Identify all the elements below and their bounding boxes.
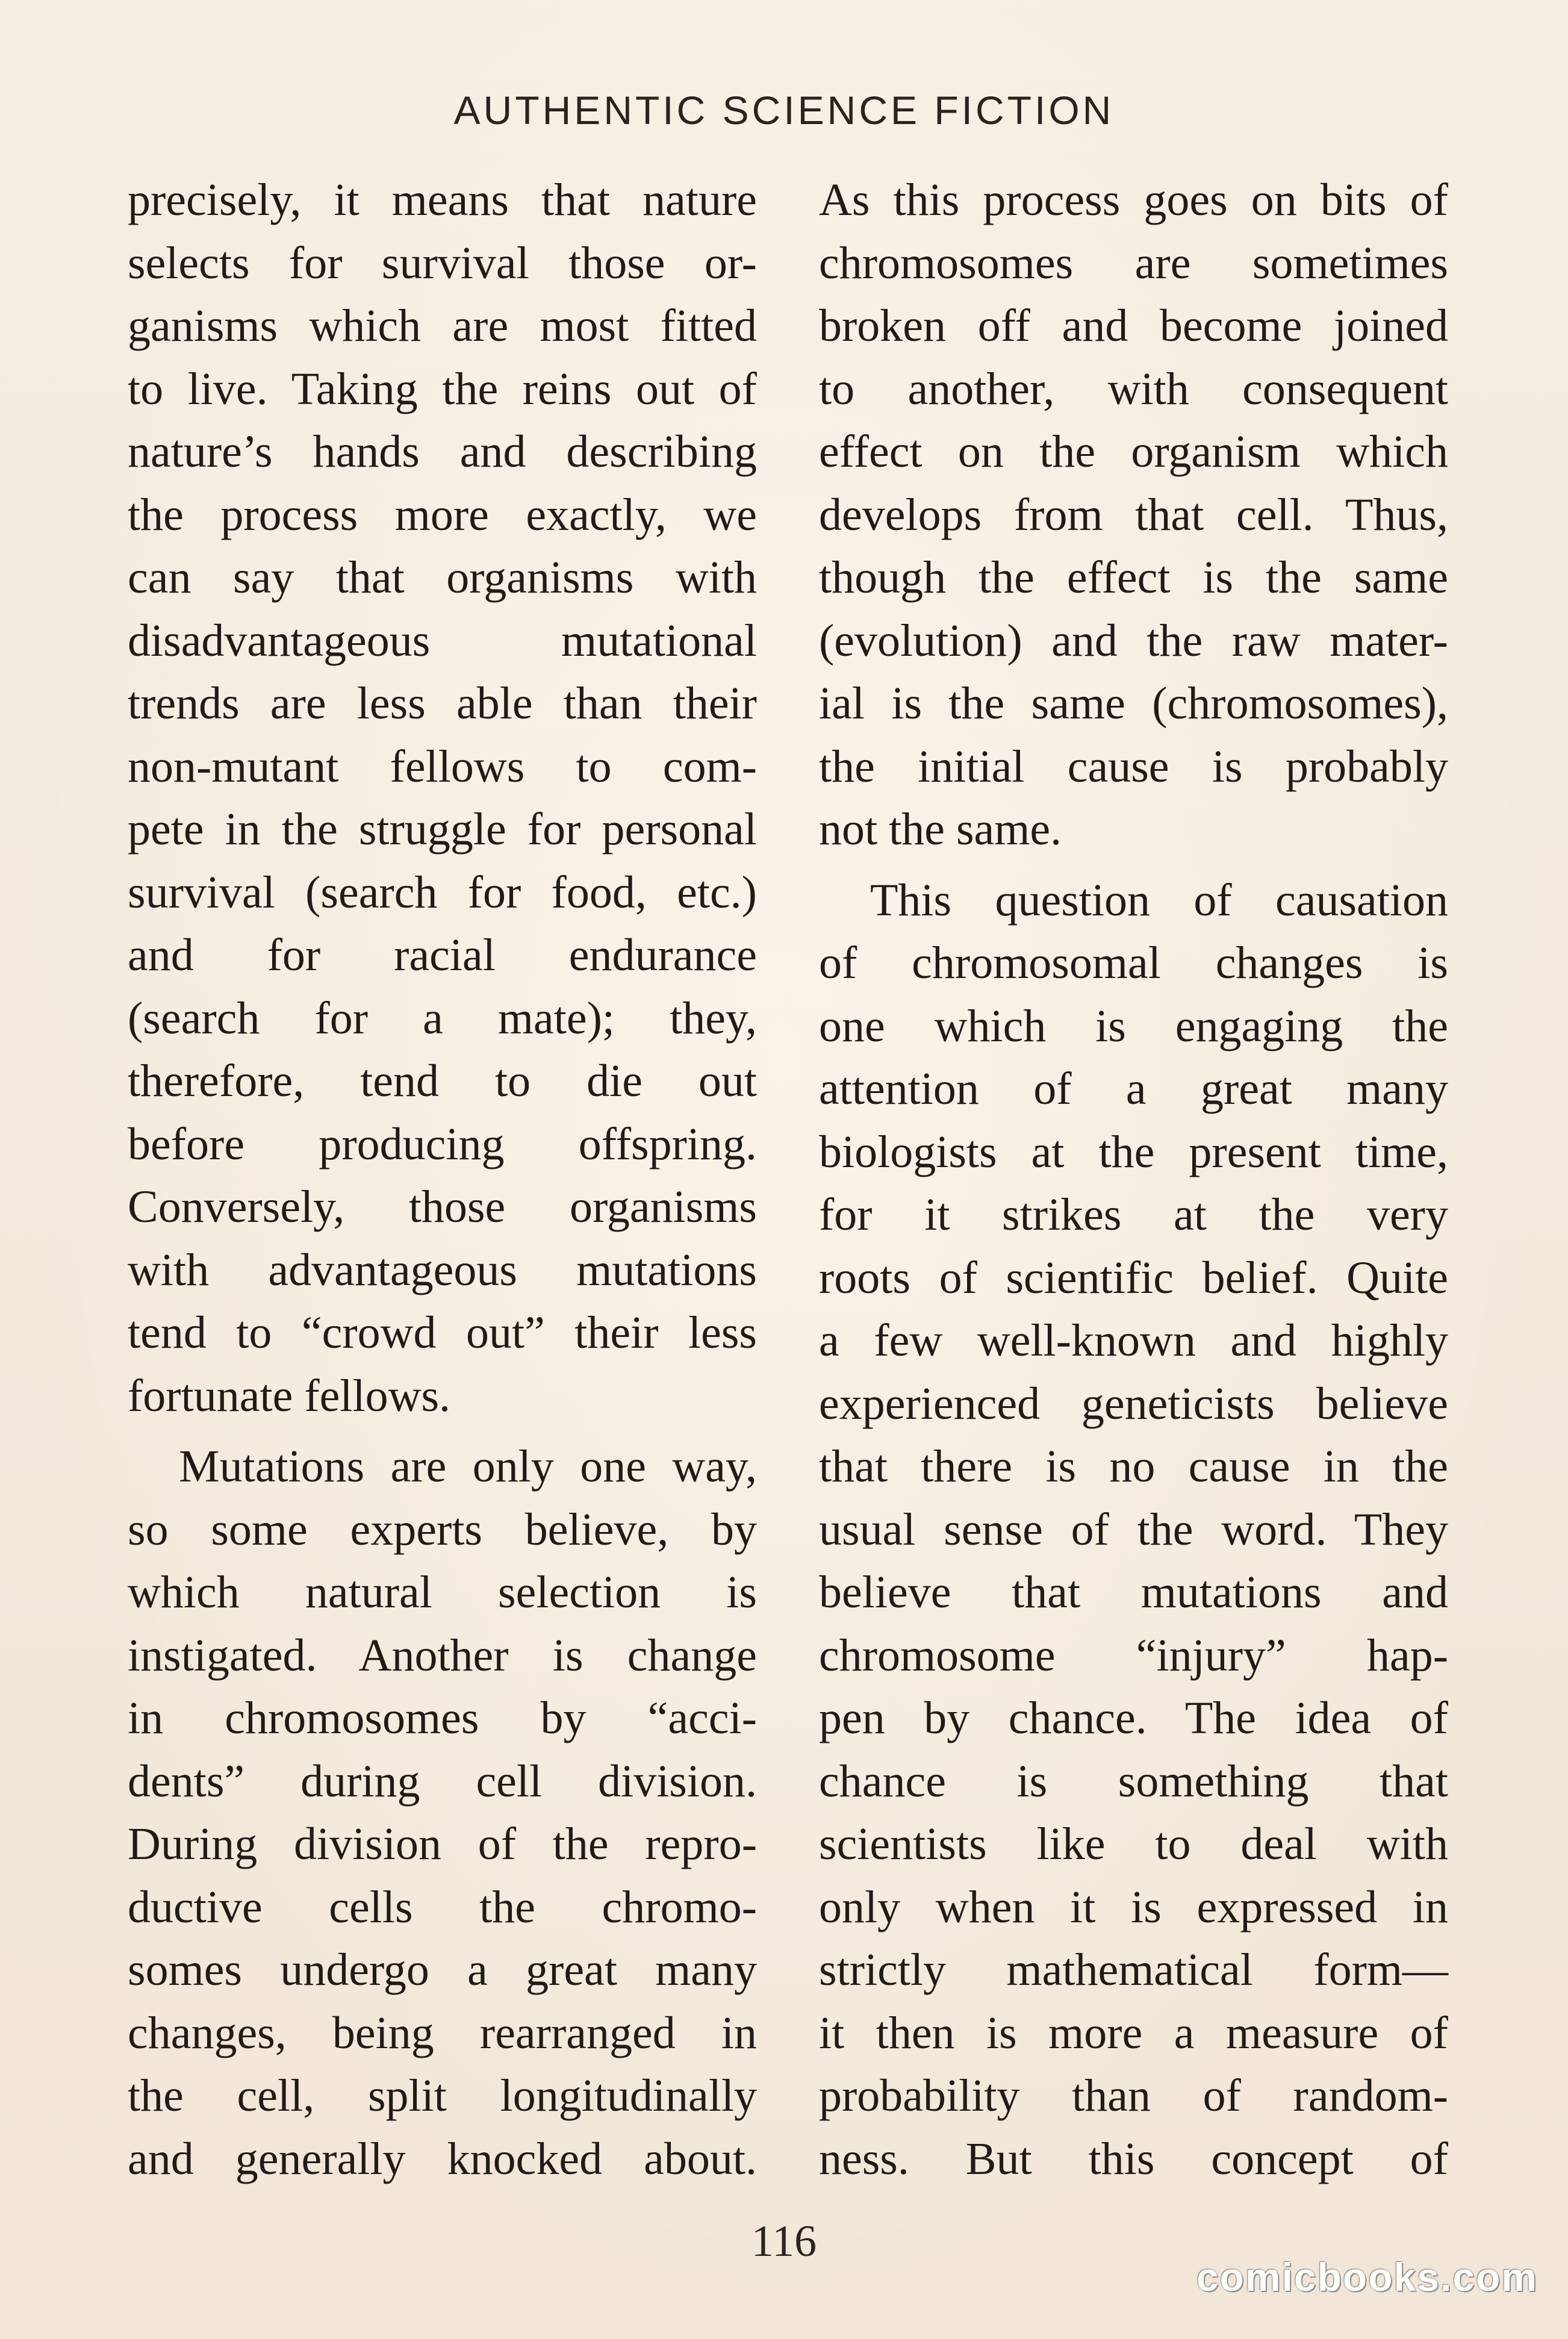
text-line: ness. But this concept of	[819, 2133, 1448, 2184]
text-line: therefore, tend to die out	[128, 1056, 757, 1106]
text-line: strictly mathematical form—	[819, 1945, 1448, 1995]
text-line: it then is more a measure of	[819, 2007, 1448, 2058]
text-line: Conversely, those organisms	[128, 1182, 757, 1232]
text-line: one which is engaging the	[819, 1000, 1448, 1051]
text-line: dents” during cell division.	[128, 1755, 757, 1807]
text-line: the process more exactly, we	[128, 489, 757, 540]
left-paragraph-1	[128, 169, 757, 1427]
text-line: attention of a great many	[819, 1064, 1448, 1114]
text-line: chance is something that	[819, 1755, 1448, 1807]
text-line: ductive cells the chromo-	[128, 1881, 757, 1933]
text-line: before producing offspring.	[128, 1118, 757, 1170]
text-line: that there is no cause in the	[819, 1441, 1448, 1492]
text-line: During division of the repro-	[128, 1819, 757, 1869]
text-line: scientists like to deal with	[819, 1819, 1448, 1869]
text-line: non-mutant fellows to com-	[128, 741, 757, 792]
text-line: which natural selection is	[128, 1567, 757, 1618]
text-line: probability than of random-	[819, 2070, 1448, 2121]
left-column	[128, 169, 757, 2190]
right-paragraph-2	[819, 869, 1448, 2191]
text-line: precisely, it means that nature	[128, 175, 757, 225]
text-line: ial is the same (chromosomes),	[819, 678, 1448, 729]
text-line: in chromosomes by “acci-	[128, 1693, 757, 1743]
text-line: survival (search for food, etc.)	[128, 867, 757, 918]
text-line: with advantageous mutations	[128, 1244, 757, 1295]
text-line: changes, being rearranged in	[128, 2007, 757, 2058]
text-line: broken off and become joined	[819, 301, 1448, 351]
text-line: tend to “crowd out” their less	[128, 1307, 757, 1358]
text-line: a few well-known and highly	[819, 1315, 1448, 1366]
text-line: selects for survival those or-	[128, 237, 757, 288]
text-line: the cell, split longitudinally	[128, 2070, 757, 2121]
text-line: roots of scientific belief. Quite	[819, 1252, 1448, 1303]
right-column	[819, 169, 1448, 2190]
text-line: not the same.	[819, 804, 1062, 855]
text-line: only when it is expressed in	[819, 1881, 1448, 1933]
text-line: develops from that cell. Thus,	[819, 489, 1448, 540]
text-line: believe that mutations and	[819, 1567, 1448, 1618]
text-line: disadvantageous mutational	[128, 615, 757, 666]
text-line: to another, with consequent	[819, 363, 1448, 414]
text-line: fortunate fellows.	[128, 1370, 451, 1421]
text-line: and generally knocked about.	[128, 2133, 757, 2184]
paragraph-gap	[128, 1427, 757, 1435]
text-line: for it strikes at the very	[819, 1189, 1448, 1240]
page-number: 116	[751, 2217, 817, 2266]
paragraph-gap	[819, 861, 1448, 869]
text-line: though the effect is the same	[819, 552, 1448, 603]
text-line: (search for a mate); they,	[128, 992, 757, 1044]
right-paragraph-1	[819, 169, 1448, 861]
text-line: trends are less able than their	[128, 678, 757, 729]
text-line: chromosomes are sometimes	[819, 237, 1448, 288]
text-line: can say that organisms with	[128, 552, 757, 603]
text-line: experienced geneticists believe	[819, 1378, 1448, 1429]
text-line: the initial cause is probably	[819, 741, 1448, 792]
text-line: somes undergo a great many	[128, 1945, 757, 1995]
running-head: AUTHENTIC SCIENCE FICTION	[453, 88, 1115, 132]
text-line: instigated. Another is change	[128, 1630, 757, 1681]
text-line: effect on the organism which	[819, 426, 1448, 477]
text-line: chromosome “injury” hap-	[819, 1630, 1448, 1681]
text-line: ganisms which are most fitted	[128, 301, 757, 351]
text-line: usual sense of the word. They	[819, 1504, 1448, 1555]
text-line: and for racial endurance	[128, 930, 757, 980]
text-line: nature’s hands and describing	[128, 426, 757, 477]
text-line: (evolution) and the raw mater-	[819, 615, 1448, 666]
left-paragraph-2	[128, 1435, 757, 2190]
text-line: biologists at the present time,	[819, 1126, 1448, 1177]
text-line: of chromosomal changes is	[819, 938, 1448, 988]
text-line: pen by chance. The idea of	[819, 1693, 1448, 1743]
text-line: so some experts believe, by	[128, 1504, 757, 1555]
text-line: to live. Taking the reins out of	[128, 363, 757, 414]
text-line: As this process goes on bits of	[819, 175, 1448, 225]
text-line: pete in the struggle for personal	[128, 804, 757, 855]
watermark-logo: comicbooks.com	[1196, 2255, 1538, 2299]
text-line: This question of causation	[870, 874, 1448, 926]
text-line: Mutations are only one way,	[179, 1441, 757, 1492]
